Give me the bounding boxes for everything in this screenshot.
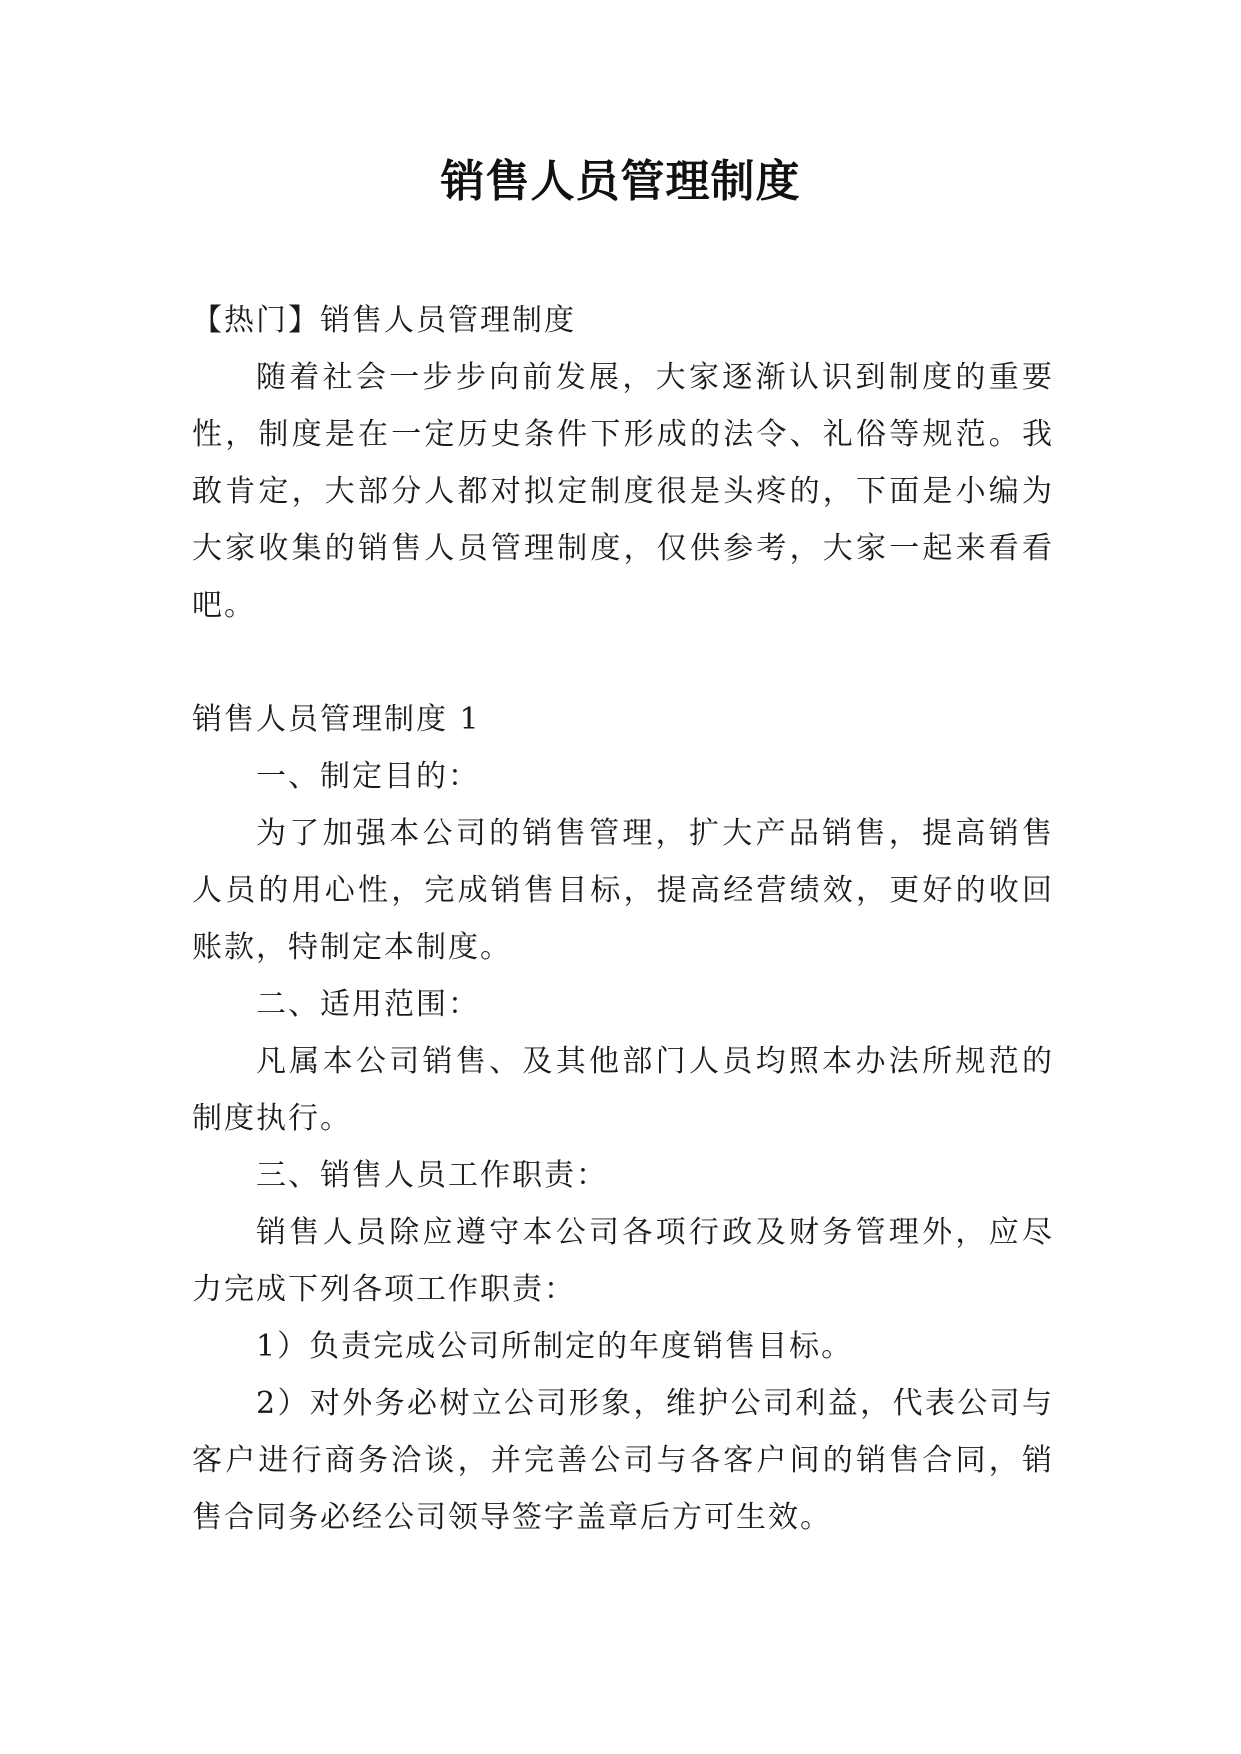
paragraph-scope-heading: 二、适用范围： xyxy=(256,987,480,1022)
paragraph-purpose: 为了加强本公司的销售管理，扩大产品销售，提高销售人员的用心性，完成销售目标，提高经营绩效，更好的收回账款，特制定本制度。 xyxy=(192,816,1054,965)
paragraph-heading-hot: 【热门】销售人员管理制度 xyxy=(192,303,576,338)
document-body xyxy=(192,292,1054,1546)
paragraph-intro: 随着社会一步步向前发展，大家逐渐认识到制度的重要性，制度是在一定历史条件下形成的法令、礼俗等规范。我敢肯定，大部分人都对拟定制度很是头疼的，下面是小编为大家收集的销售人员管理制度，仅供参考，大家一起来看看吧。 xyxy=(192,360,1054,623)
paragraph-scope: 凡属本公司销售、及其他部门人员均照本办法所规范的制度执行。 xyxy=(192,1044,1054,1136)
paragraph-duties-heading: 三、销售人员工作职责： xyxy=(256,1158,608,1193)
paragraph-gap xyxy=(192,634,1054,691)
list-item-duty-2: 2）对外务必树立公司形象，维护公司利益，代表公司与客户进行商务洽谈，并完善公司与各客户间的销售合同，销售合同务必经公司领导签字盖章后方可生效。 xyxy=(192,1386,1054,1535)
section-heading-1: 销售人员管理制度 1 xyxy=(192,702,481,737)
paragraph-duties: 销售人员除应遵守本公司各项行政及财务管理外，应尽力完成下列各项工作职责： xyxy=(192,1215,1054,1307)
list-item-duty-1: 1）负责完成公司所制定的年度销售目标。 xyxy=(256,1329,854,1364)
paragraph-purpose-heading: 一、制定目的： xyxy=(256,759,480,794)
document-title: 销售人员管理制度 xyxy=(440,156,801,207)
